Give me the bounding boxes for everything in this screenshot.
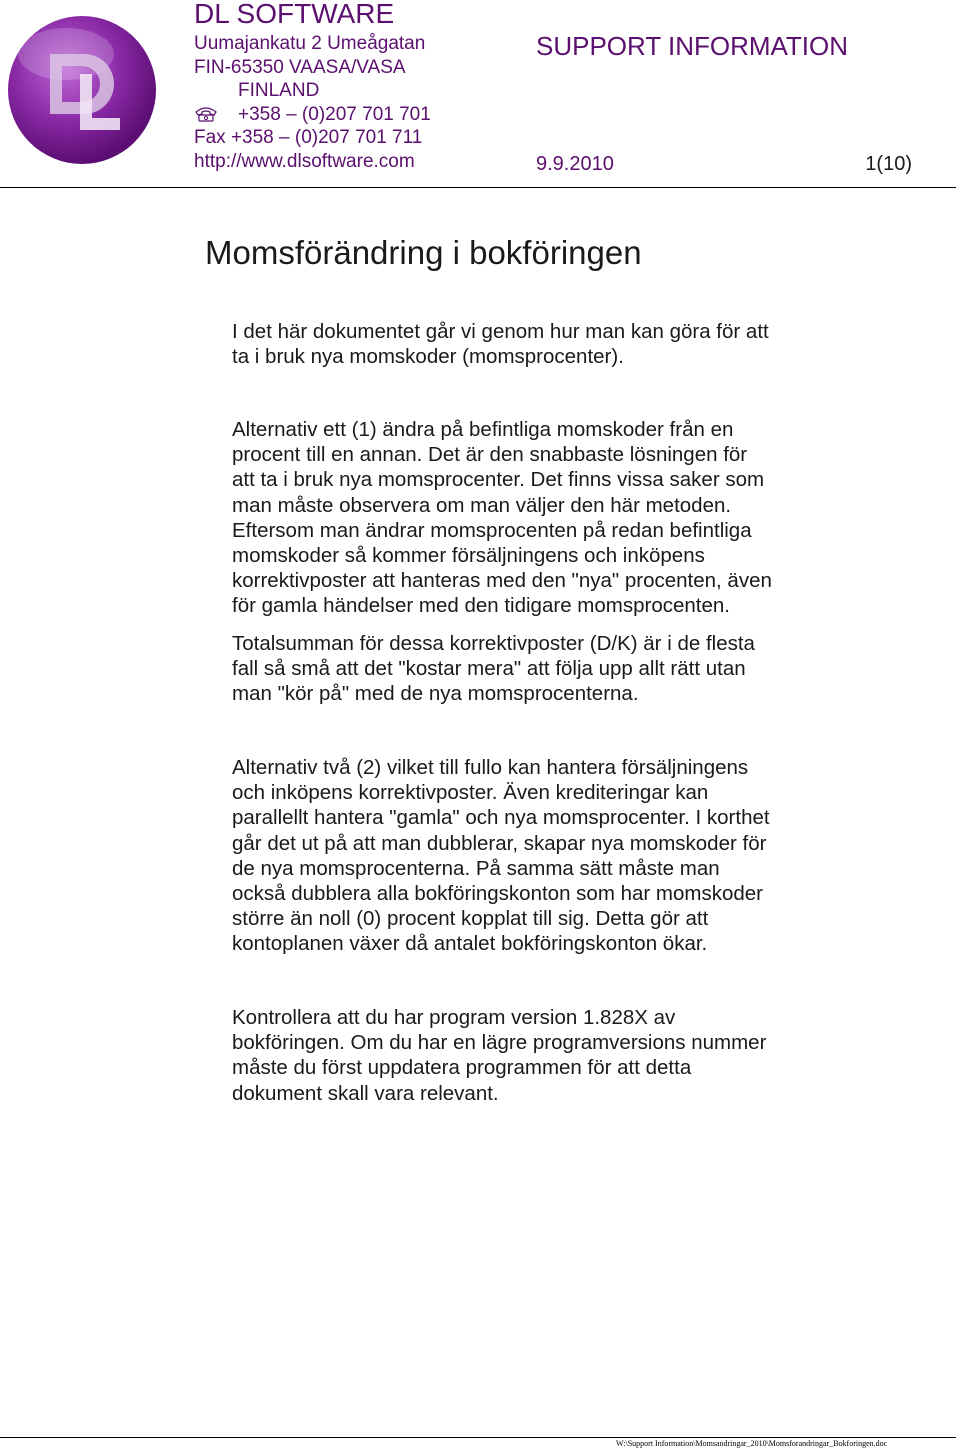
header-divider (0, 187, 956, 188)
text-line: Alternativ två (2) vilket till fullo kan hantera försäljningens (232, 756, 749, 779)
text-line: parallellt hantera "gamla" och nya momsprocenter. I korthet (232, 806, 770, 830)
phone-number: +358 – (0)207 701 701 (238, 103, 431, 125)
text-line: för gamla händelser med den tidigare momsprocenten. (232, 594, 730, 618)
doc-type-heading: SUPPORT INFORMATION (536, 31, 849, 61)
text-line: de nya momsprocenterna. På samma sätt måste man (232, 856, 720, 880)
document-title: Momsförändring i bokföringen (205, 234, 642, 271)
company-info (194, 0, 431, 173)
text-line: kontoplanen växer då antalet bokföringskonton ökar. (232, 932, 708, 956)
text-line: procent till en annan. Det är den snabbaste lösningen för (232, 443, 748, 467)
text-line: också dubblera alla bokföringskonton som har momskoder (232, 882, 763, 906)
address-line-2: FIN-65350 VAASA/VASA (194, 56, 406, 78)
footer-file-path: W:\Support Information\Momsandringar_2010\Momsforandringar_Bokforingen.doc (616, 1439, 888, 1448)
text-line: momskoder så kommer försäljningens och inköpens (232, 544, 705, 568)
text-line: man måste observera om man väljer den här metoden. (232, 493, 732, 517)
text-line: ta i bruk nya momskoder (momsprocenter). (232, 345, 624, 369)
footer-divider (0, 1437, 956, 1438)
dl-software-logo (6, 14, 158, 166)
telephone-icon (194, 106, 218, 122)
text-line: man "kör på" med de nya momsprocenterna. (232, 682, 639, 706)
text-line: Alternativ ett (1) ändra på befintliga momskoder från en (232, 418, 734, 441)
fax-number: Fax +358 – (0)207 701 711 (194, 127, 423, 148)
text-line: Eftersom man ändrar momsprocenten på redan befintliga (232, 518, 752, 542)
paragraph-version-check (232, 1005, 832, 1106)
text-line: och inköpens korrektivposter. Även krediteringar kan (232, 781, 709, 805)
address-line-1: Uumajankatu 2 Umeågatan (194, 33, 426, 54)
text-line: Totalsumman för dessa korrektivposter (D/K) är i de flesta (232, 632, 755, 655)
country: FINLAND (238, 80, 320, 101)
text-line: måste du först uppdatera programmen för att detta (232, 1056, 692, 1080)
text-line: I det här dokumentet går vi genom hur man kan göra för att (232, 320, 769, 343)
text-line: Kontrollera att du har program version 1.828X av (232, 1006, 676, 1029)
text-line: att ta i bruk nya momsprocenter. Det finns vissa saker som (232, 468, 765, 492)
text-line: fall så små att det "kostar mera" att följa upp allt rätt utan (232, 657, 746, 681)
paragraph-intro (232, 319, 832, 369)
paragraph-alternative-one (232, 417, 832, 619)
paragraph-alternative-two (232, 755, 832, 957)
page-number: 1(10) (865, 153, 912, 175)
phone-row (194, 103, 431, 127)
doc-date: 9.9.2010 (536, 153, 614, 175)
text-line: dokument skall vara relevant. (232, 1081, 499, 1105)
text-line: större än noll (0) procent kopplat till sig. Detta gör att (232, 907, 709, 931)
text-line: går det ut på att man dubblerar, skapar nya momskoder för (232, 831, 767, 855)
text-line: korrektivposter att hanteras med den "nya" procenten, även (232, 569, 772, 593)
paragraph-totals (232, 631, 832, 707)
website-link[interactable]: http://www.dlsoftware.com (194, 150, 415, 172)
text-line: bokföringen. Om du har en lägre programversions nummer (232, 1031, 767, 1055)
company-name: DL SOFTWARE (194, 0, 395, 29)
